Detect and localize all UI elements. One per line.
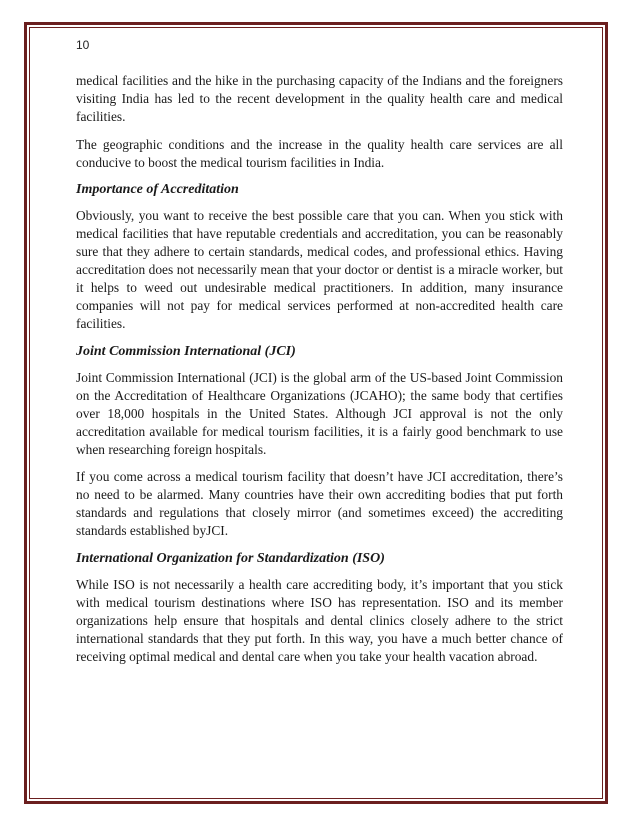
iso-heading: International Organization for Standardization (ISO) [76,550,385,566]
accreditation-heading: Importance of Accreditation [76,182,239,197]
jci-paragraph-1: Joint Commission International (JCI) is the global arm of the US-based Joint Commission on the Accreditation of Healthcare Organizations (JCAHO); the same body that certifies over 18,000 hospitals in the United States. Although JCI approval is not the only accreditation available for medical tourism facilities, it is a fairly good benchmark to use when researching foreign hospitals. [76,369,563,457]
page-number: 10 [76,38,90,52]
intro-paragraph-2: The geographic conditions and the increase in the quality health care services are all conducive to boost the medical tourism facilities in India. [76,136,563,170]
iso-paragraph: While ISO is not necessarily a health care accrediting body, it’s important that you stick with medical tourism destinations where ISO has representation. ISO and its member organizations help ensure that hospitals and dental clinics closely adhere to the strict international standards that they put forth. In this way, you have a much better chance of receiving optimal medical and dental care when you take your health vacation abroad. [76,576,563,664]
jci-heading: Joint Commission International (JCI) [76,343,296,359]
document-body [76,72,563,675]
jci-paragraph-2: If you come across a medical tourism facility that doesn’t have JCI accreditation, there’s no need to be alarmed. Many countries have their own accrediting bodies that put forth standards and regulations that closely mirror (and sometimes exceed) the accrediting standards established byJCI. [76,469,563,538]
intro-paragraph-1: medical facilities and the hike in the purchasing capacity of the Indians and the foreigners visiting India has led to the recent development in the quality health care and medical facilities. [76,73,563,124]
accreditation-paragraph: Obviously, you want to receive the best possible care that you can. When you stick with medical facilities that have reputable credentials and accreditation, you can be reasonably sure that they adhere to certain standards, medical codes, and professional ethics. Having accreditation does not necessarily mean that your doctor or dentist is a miracle worker, but it helps to weed out undesirable medical practitioners. In addition, many insurance companies will not pay for medical services performed at non-accredited health care facilities. [76,208,563,331]
